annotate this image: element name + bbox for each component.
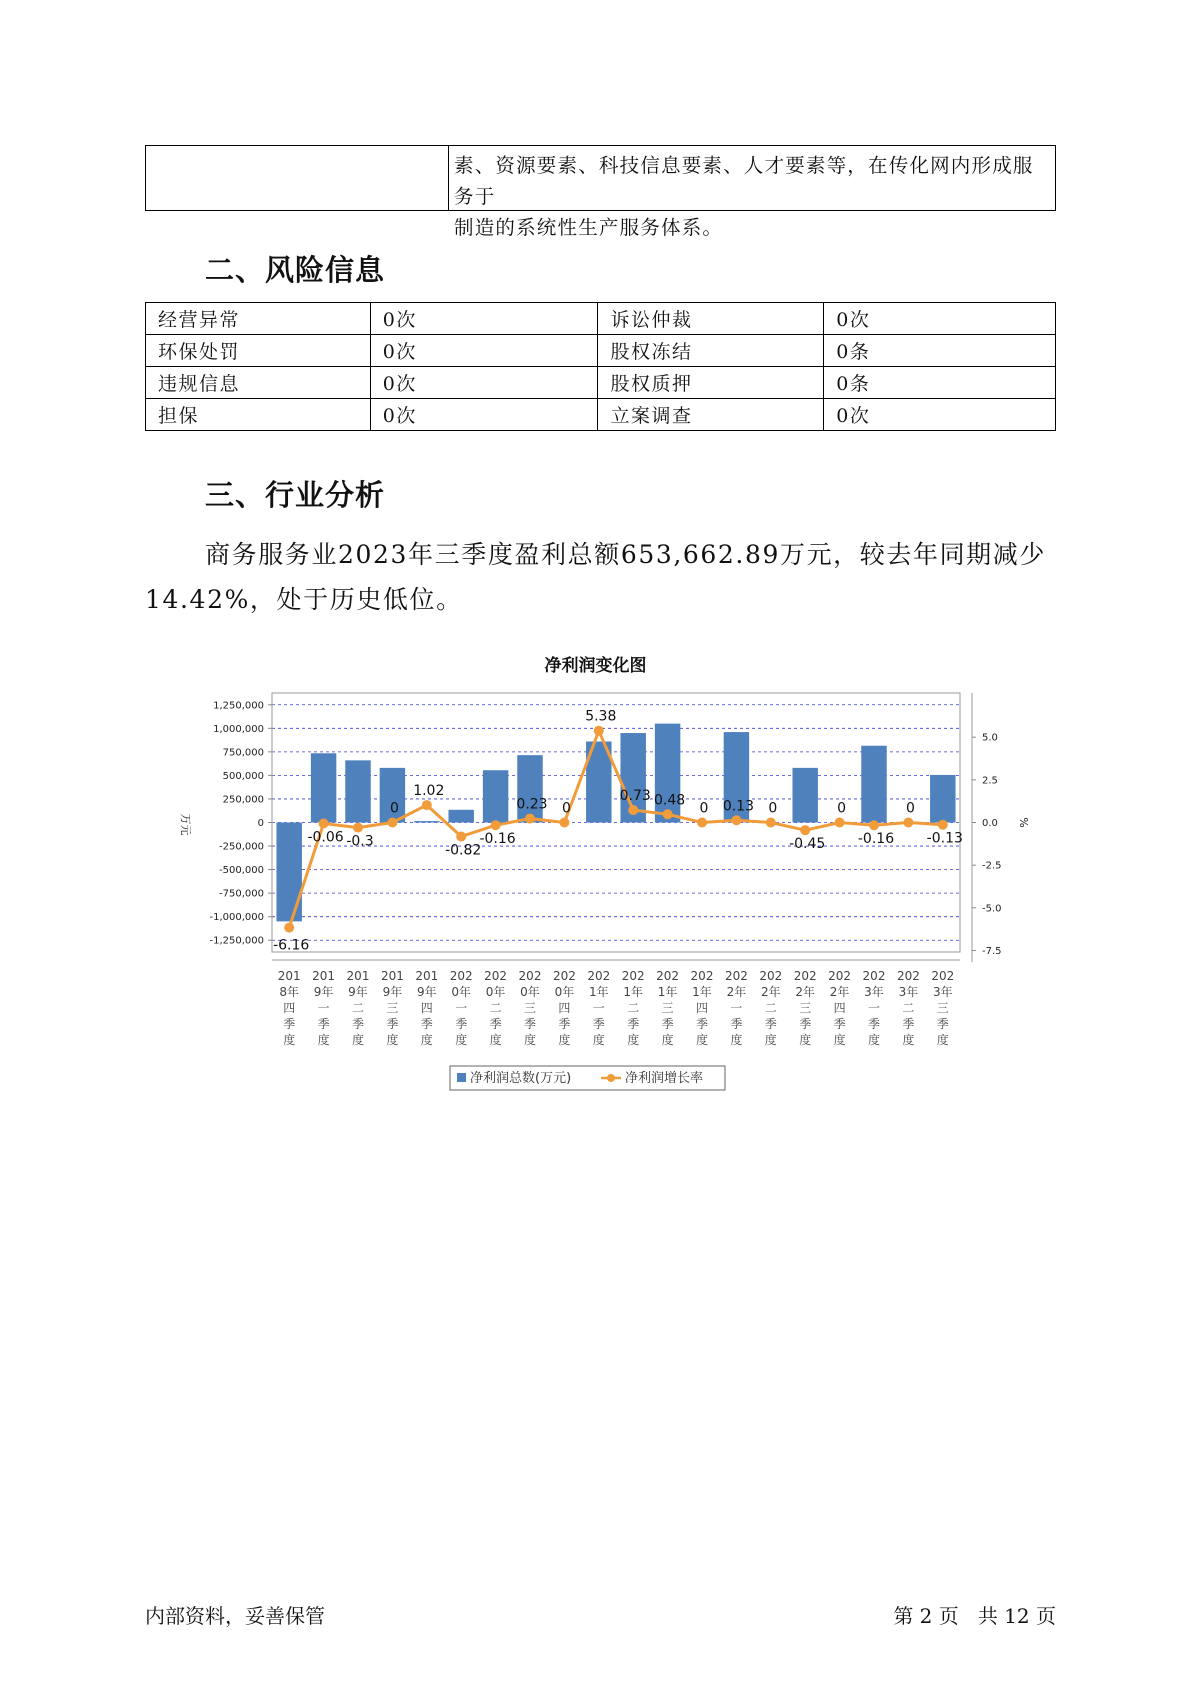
category-label: 季 [833,1017,846,1031]
category-label: 1年 [657,985,678,999]
category-label: 度 [455,1033,468,1047]
data-label: 5.38 [585,708,617,725]
right-tick-label: -5.0 [982,903,1002,915]
data-label: 0 [905,800,915,817]
section-title-risk: 二、风险信息 [205,253,386,287]
growth-rate-point [663,809,673,819]
category-label: 四 [695,1001,709,1015]
category-label: 度 [833,1033,846,1047]
category-label: 9年 [348,985,368,999]
risk-table [145,302,1056,431]
risk-item-label: 股权质押 [598,367,824,399]
category-label: 四 [420,1001,433,1015]
bar [930,775,955,823]
data-label: 0.73 [619,788,651,805]
data-label: 1.02 [413,783,445,800]
data-label: 0 [561,800,571,817]
category-label: 202 [690,969,714,983]
data-label: 0.48 [654,792,686,809]
category-label: 季 [386,1017,399,1031]
right-tick-label: -7.5 [982,945,1002,957]
category-label: 度 [799,1033,812,1047]
left-tick-label: 750,000 [222,747,264,759]
left-tick-label: 1,250,000 [213,700,264,712]
risk-item-value: 0次 [370,303,598,335]
category-label: 二 [351,1001,365,1015]
category-label: 度 [902,1033,915,1047]
category-label: 一 [730,1001,743,1015]
data-label: -0.82 [445,842,482,859]
category-label: 二 [764,1001,777,1015]
growth-rate-line [289,731,943,928]
growth-rate-point [491,820,501,830]
data-label: 0.13 [722,798,754,815]
category-label: 202 [724,969,748,983]
section-title-industry: 三、行业分析 [205,478,386,512]
category-label: 度 [420,1033,433,1047]
category-label: 3年 [932,985,953,999]
category-label: 201 [415,969,439,983]
category-label: 1年 [692,985,712,999]
bar [483,770,508,822]
category-label: 202 [449,969,473,983]
right-axis-title: % [1017,817,1030,828]
risk-item-label: 违规信息 [146,367,371,399]
growth-rate-point [387,818,397,828]
category-label: 202 [552,969,576,983]
risk-table-row [146,335,1056,367]
data-label: 0 [768,800,778,817]
growth-rate-point [594,726,604,736]
growth-rate-point [731,815,741,825]
risk-item-label: 立案调查 [598,399,824,431]
category-label: 201 [346,969,370,983]
category-label: 三 [936,1001,949,1015]
category-label: 季 [902,1017,915,1031]
category-label: 二 [902,1001,915,1015]
category-label: 度 [386,1033,399,1047]
growth-rate-point [559,818,569,828]
category-label: 季 [455,1017,468,1031]
category-label: 度 [489,1033,502,1047]
category-label: 9年 [382,985,403,999]
risk-table-row [146,303,1056,335]
risk-item-label: 环保处罚 [146,335,371,367]
category-label: 0年 [451,985,472,999]
risk-item-label: 担保 [146,399,371,431]
category-label: 度 [661,1033,674,1047]
data-label: -0.16 [479,831,516,848]
category-label: 9年 [416,985,437,999]
left-tick-label: 500,000 [222,770,264,782]
category-label: 度 [592,1033,605,1047]
legend-bar-label: 净利润总数(万元) [470,1071,572,1086]
category-label: 2年 [726,985,747,999]
growth-rate-point [697,818,707,828]
category-label: 度 [627,1033,640,1047]
category-label: 度 [283,1033,296,1047]
table-text-line-2: 制造的系统性生产服务体系。 [454,216,724,239]
category-label: 季 [867,1017,881,1031]
chart-title: 净利润变化图 [544,656,647,676]
category-label: 202 [896,969,920,983]
left-tick-label: 250,000 [222,794,264,806]
category-label: 季 [936,1017,949,1031]
category-label: 202 [931,969,955,983]
category-label: 202 [862,969,886,983]
continuation-table [145,145,1056,239]
growth-rate-point [525,814,535,824]
category-label: 度 [351,1033,365,1047]
growth-rate-point [422,800,432,810]
category-label: 度 [695,1033,709,1047]
data-label: -0.06 [307,829,344,846]
category-label: 季 [627,1017,640,1031]
category-label: 度 [558,1033,571,1047]
risk-table-row [146,399,1056,431]
left-tick-label: -1,000,000 [209,912,264,924]
bar [276,823,301,922]
bar [861,746,886,823]
risk-item-value: 0次 [824,303,1056,335]
data-label: 0 [837,800,847,817]
growth-rate-point [835,818,845,828]
category-label: 2年 [829,985,850,999]
category-label: 季 [317,1017,330,1031]
left-tick-label: 0 [257,818,264,829]
data-label: -0.3 [346,833,374,850]
data-label: 0.23 [516,796,548,813]
data-label: -0.45 [789,836,826,853]
category-label: 季 [489,1017,502,1031]
category-label: 201 [277,969,301,983]
category-label: 0年 [554,985,575,999]
risk-item-label: 经营异常 [146,303,371,335]
category-label: 度 [730,1033,743,1047]
data-label: -0.13 [926,830,963,847]
category-label: 季 [661,1017,674,1031]
table-left-cell [146,146,449,210]
category-label: 季 [523,1017,537,1031]
category-label: 三 [799,1001,812,1015]
left-tick-label: 1,000,000 [213,723,264,735]
category-label: 季 [283,1017,296,1031]
right-tick-label: 2.5 [982,775,998,787]
category-label: 季 [764,1017,777,1031]
category-label: 季 [730,1017,743,1031]
risk-item-value: 0次 [824,399,1056,431]
category-label: 8年 [279,985,300,999]
growth-rate-point [766,818,776,828]
category-label: 四 [558,1001,571,1015]
category-label: 度 [523,1033,537,1047]
risk-item-label: 诉讼仲裁 [598,303,824,335]
category-label: 202 [518,969,542,983]
category-label: 1年 [588,985,609,999]
risk-item-value: 0次 [370,399,598,431]
legend-bar-swatch [457,1073,466,1082]
category-label: 2年 [760,985,781,999]
category-label: 季 [558,1017,571,1031]
category-label: 三 [661,1001,674,1015]
category-label: 三 [386,1001,399,1015]
category-label: 三 [523,1001,537,1015]
right-tick-label: 0.0 [982,818,998,829]
category-label: 202 [621,969,645,983]
data-label: 0 [699,800,709,817]
category-label: 0年 [485,985,506,999]
category-label: 季 [799,1017,812,1031]
category-label: 202 [759,969,783,983]
growth-rate-point [800,825,810,835]
growth-rate-point [353,823,363,833]
growth-rate-point [319,819,329,829]
category-label: 度 [867,1033,881,1047]
bar [311,753,336,822]
bar [414,821,439,822]
growth-rate-point [456,831,466,841]
category-label: 9年 [313,985,334,999]
left-tick-label: -500,000 [219,865,264,877]
category-label: 度 [764,1033,777,1047]
right-tick-label: -2.5 [982,860,1002,872]
left-tick-label: -1,250,000 [209,935,264,947]
category-label: 202 [828,969,852,983]
legend-line-label: 净利润增长率 [625,1071,704,1086]
table-text-line-1: 素、资源要素、科技信息要素、人才要素等，在传化网内形成服务于 [454,154,1034,208]
category-label: 一 [867,1001,881,1015]
footer-page-number: 第 2 页 共 12 页 [893,1604,1056,1628]
analysis-paragraph: 商务服务业2023年三季度盈利总额653,662.89万元，较去年同期减少14.42%，处于历史低位。 [145,540,1046,614]
category-label: 3年 [864,985,884,999]
category-label: 202 [656,969,680,983]
category-label: 0年 [520,985,540,999]
category-label: 202 [587,969,611,983]
category-label: 3年 [898,985,919,999]
data-label: -0.16 [857,831,895,848]
risk-item-value: 0次 [370,367,598,399]
growth-rate-point [938,820,948,830]
data-label: 0 [389,800,399,817]
risk-table-row [146,367,1056,399]
category-label: 一 [455,1001,468,1015]
risk-item-value: 0条 [824,367,1056,399]
category-label: 季 [695,1017,709,1031]
category-label: 四 [833,1001,846,1015]
category-label: 季 [420,1017,433,1031]
category-label: 一 [317,1001,330,1015]
growth-rate-point [869,820,879,830]
table-right-cell [450,146,1055,239]
category-label: 202 [793,969,817,983]
net-profit-chart [170,680,1030,1100]
left-tick-label: -750,000 [219,888,264,900]
growth-rate-point [903,818,913,828]
growth-rate-point [284,923,294,933]
category-label: 二 [489,1001,502,1015]
risk-item-value: 0次 [370,335,598,367]
legend-line-marker [607,1074,615,1082]
category-label: 二 [627,1001,640,1015]
category-label: 1年 [623,985,644,999]
bar [345,760,370,822]
growth-rate-point [628,805,638,815]
category-label: 202 [484,969,508,983]
category-label: 201 [312,969,336,983]
category-label: 一 [592,1001,605,1015]
risk-item-value: 0条 [824,335,1056,367]
data-label: -6.16 [273,937,310,954]
footer-confidential: 内部资料，妥善保管 [145,1604,325,1628]
category-label: 度 [936,1033,949,1047]
left-axis-title: 万元 [179,813,192,836]
right-tick-label: 5.0 [982,732,998,744]
category-label: 201 [380,969,404,983]
bar [448,810,473,823]
bar [792,768,817,823]
category-label: 四 [283,1001,296,1015]
category-label: 度 [317,1033,330,1047]
risk-item-label: 股权冻结 [598,335,824,367]
category-label: 季 [592,1017,605,1031]
category-label: 2年 [795,985,816,999]
left-tick-label: -250,000 [219,841,264,853]
category-label: 季 [351,1017,365,1031]
